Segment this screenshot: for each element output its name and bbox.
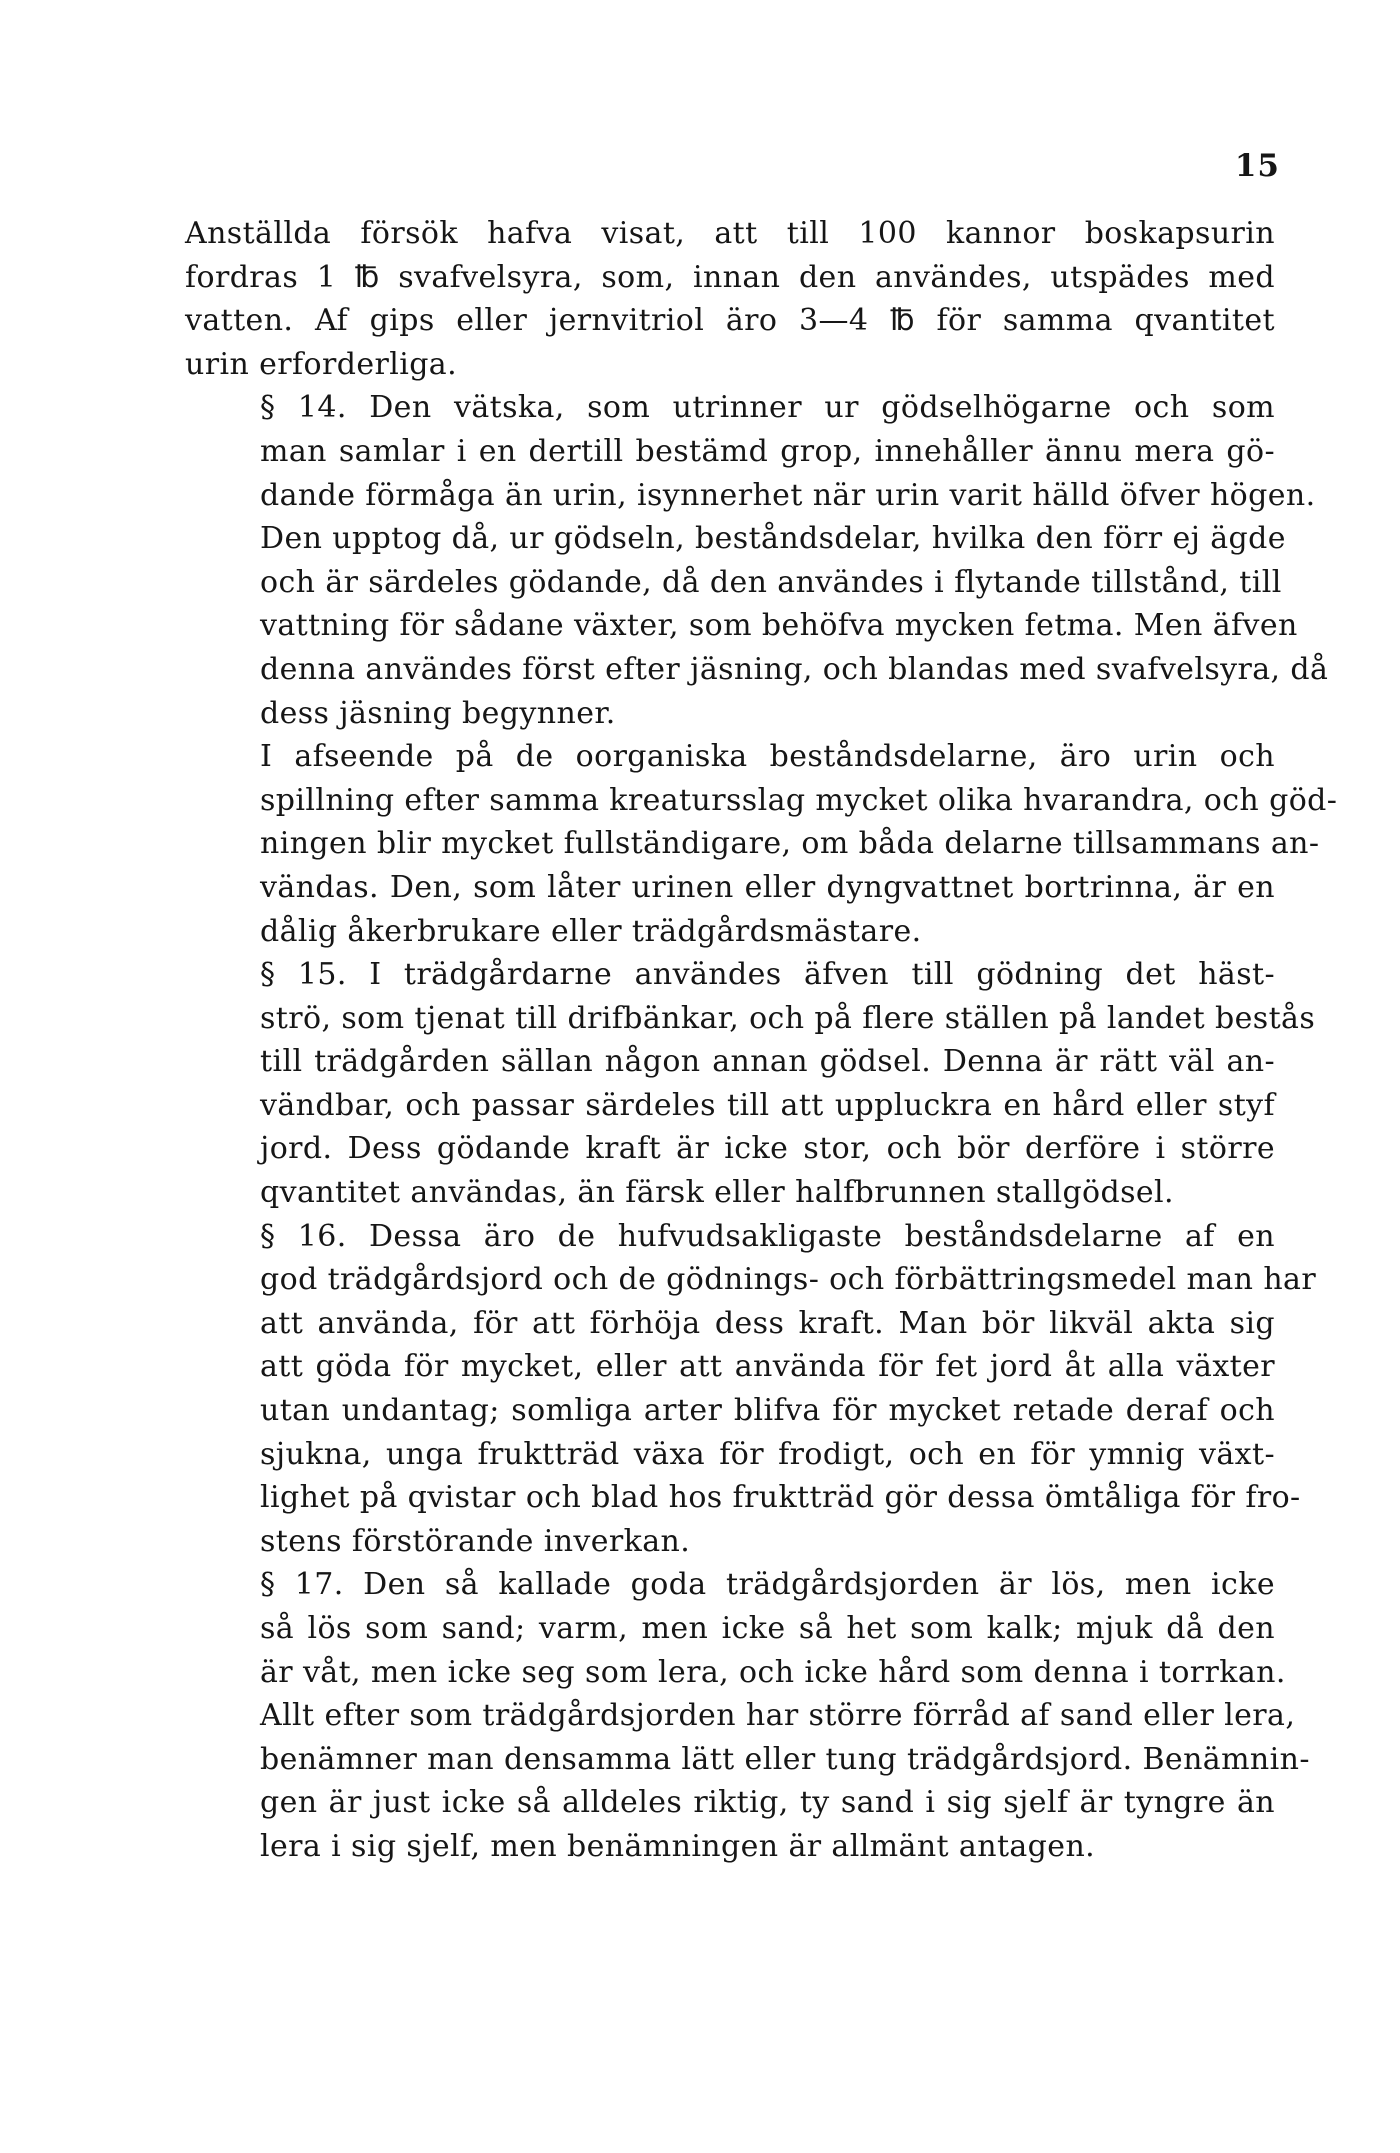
text-line: vattning för sådane växter, som behöfva mycken fetma. Men äfven xyxy=(260,608,1298,644)
text-line: § 14. Den vätska, som utrinner ur gödselhögarne och som xyxy=(260,390,1275,426)
text-line: benämner man densamma lätt eller tung trädgårdsjord. Benämnin- xyxy=(260,1741,1310,1777)
text-line: § 16. Dessa äro de hufvudsakligaste beståndsdelarne af en xyxy=(260,1218,1275,1254)
text-line: att använda, för att förhöja dess kraft. Man bör likväl akta sig xyxy=(260,1305,1275,1341)
text-line: lera i sig sjelf, men benämningen är allmänt antagen. xyxy=(260,1828,1096,1864)
paragraph xyxy=(185,735,1338,953)
text-line: man samlar i en dertill bestämd grop, innehåller ännu mera gö- xyxy=(260,433,1275,469)
paragraph xyxy=(185,1563,1310,1868)
text-line: dande förmåga än urin, isynnerhet när urin varit hälld öfver högen. xyxy=(260,477,1316,513)
text-line: vändbar, och passar särdeles till att uppluckra en hård eller styf xyxy=(260,1087,1275,1123)
text-line: urin erforderliga. xyxy=(185,346,458,382)
text-line: sjukna, unga fruktträd växa för frodigt, och en för ymnig växt- xyxy=(260,1436,1275,1472)
text-line: § 17. Den så kallade goda trädgårdsjorden är lös, men icke xyxy=(260,1567,1275,1603)
text-line: denna användes först efter jäsning, och blandas med svafvelsyra, då xyxy=(260,651,1329,687)
paragraph xyxy=(185,212,1275,386)
text-line: § 15. I trädgårdarne användes äfven till gödning det häst- xyxy=(260,957,1275,993)
text-line: Den upptog då, ur gödseln, beståndsdelar, hvilka den förr ej ägde xyxy=(260,521,1286,557)
text-line: dess jäsning begynner. xyxy=(260,695,616,731)
text-line: utan undantag; somliga arter blifva för mycket retade deraf och xyxy=(260,1393,1275,1429)
text-line: så lös som sand; varm, men icke så het som kalk; mjuk då den xyxy=(260,1611,1275,1646)
text-line: jord. Dess gödande kraft är icke stor, och bör derföre i större xyxy=(260,1131,1275,1167)
text-line: gen är just icke så alldeles riktig, ty sand i sig sjelf är tyngre än xyxy=(260,1785,1275,1821)
paragraph xyxy=(185,953,1316,1215)
text-line: I afseende på de oorganiska beståndsdelarne, äro urin och xyxy=(260,739,1275,775)
text-line: stens förstörande inverkan. xyxy=(260,1523,691,1559)
text-line: vändas. Den, som låter urinen eller dyngvattnet bortrinna, är en xyxy=(260,869,1275,905)
text-line: ningen blir mycket fullständigare, om båda delarne tillsammans an- xyxy=(260,826,1320,862)
page-number: 15 xyxy=(1234,148,1280,184)
body-text xyxy=(185,212,1338,1869)
text-line: dålig åkerbrukare eller trädgårdsmästare. xyxy=(260,913,922,949)
text-line: är våt, men icke seg som lera, och icke hård som denna i torrkan. xyxy=(260,1654,1286,1690)
text-line: god trädgårdsjord och de gödnings- och förbättringsmedel man har xyxy=(260,1262,1317,1298)
text-line: att göda för mycket, eller att använda för fet jord åt alla växter xyxy=(260,1349,1275,1385)
paragraph xyxy=(185,1215,1317,1564)
text-line: Allt efter som trädgårdsjorden har större förråd af sand eller lera, xyxy=(260,1698,1296,1734)
text-line: lighet på qvistar och blad hos fruktträd gör dessa ömtåliga för fro- xyxy=(260,1480,1301,1516)
text-line: vatten. Af gips eller jernvitriol äro 3—4 ℔ för samma qvantitet xyxy=(185,303,1275,339)
paragraph xyxy=(185,386,1329,735)
text-line: strö, som tjenat till drifbänkar, och på flere ställen på landet bestås xyxy=(260,1000,1316,1036)
text-line: spillning efter samma kreatursslag mycket olika hvarandra, och göd- xyxy=(260,782,1338,818)
text-line: till trädgården sällan någon annan gödsel. Denna är rätt väl an- xyxy=(260,1044,1275,1080)
text-line: fordras 1 ℔ svafvelsyra, som, innan den användes, utspädes med xyxy=(185,259,1275,295)
text-line: qvantitet användas, än färsk eller halfbrunnen stallgödsel. xyxy=(260,1175,1174,1211)
text-line: och är särdeles gödande, då den användes i flytande tillstånd, till xyxy=(260,564,1282,600)
text-line: Anställda försök hafva visat, att till 100 kannor boskapsurin xyxy=(185,216,1275,251)
